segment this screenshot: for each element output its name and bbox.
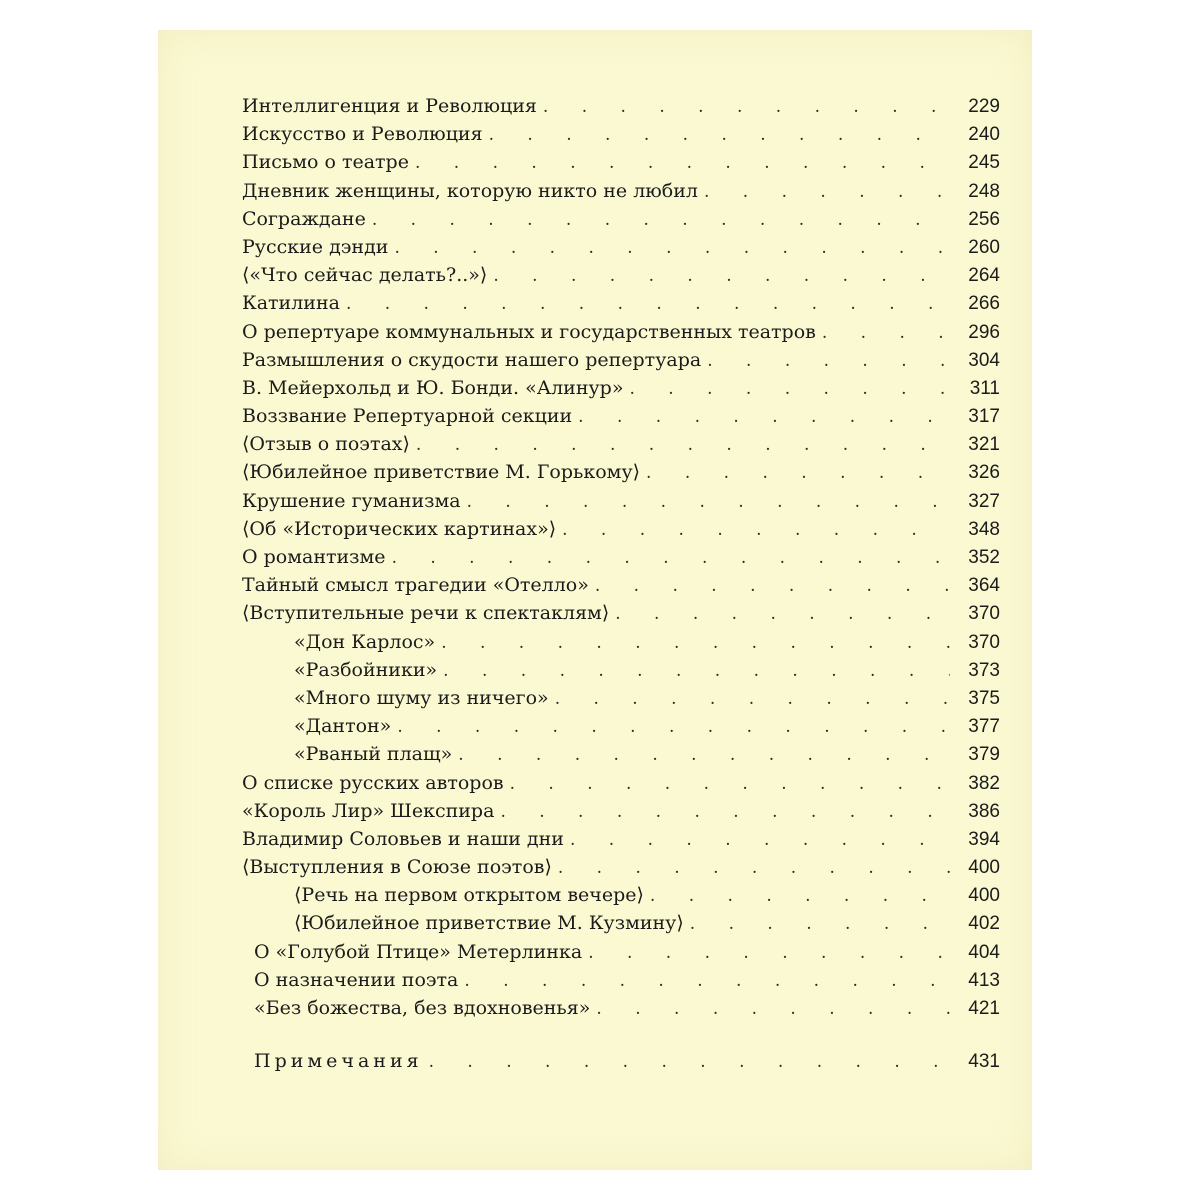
dot-leader bbox=[555, 685, 950, 713]
toc-entry bbox=[242, 289, 1000, 317]
toc-entry-title: Сограждане bbox=[242, 207, 366, 230]
toc-entry-page-number: 266 bbox=[968, 293, 1000, 315]
toc-entry bbox=[242, 374, 1000, 402]
dot-leader bbox=[489, 121, 950, 149]
toc-entry-title: Дневник женщины, которую никто не любил bbox=[242, 179, 698, 202]
toc-entry-page-number: 229 bbox=[968, 96, 1000, 117]
toc-entry-title: «Без божества, без вдохновенья» bbox=[254, 997, 591, 1019]
dot-leader bbox=[543, 93, 950, 121]
toc-entry-title: ⟨Юбилейное приветствие М. Горькому⟩ bbox=[242, 461, 641, 484]
dot-leader bbox=[615, 600, 950, 628]
toc-entry bbox=[242, 402, 1000, 430]
toc-entry bbox=[242, 966, 1000, 994]
toc-entry bbox=[242, 628, 1000, 656]
toc-entry bbox=[242, 261, 1000, 289]
toc-entry-title: «Дон Карлос» bbox=[294, 630, 436, 653]
toc-entry bbox=[242, 909, 1000, 937]
dot-leader bbox=[570, 826, 950, 854]
toc-entry-title: О списке русских авторов bbox=[242, 771, 504, 794]
toc-entry bbox=[242, 994, 1000, 1022]
toc-entry bbox=[242, 177, 1000, 205]
toc-entry bbox=[242, 740, 1000, 768]
toc-entry-page-number: 370 bbox=[968, 603, 1000, 625]
toc-entry-title: «Рваный плащ» bbox=[294, 743, 453, 766]
toc-entry bbox=[242, 148, 1000, 176]
toc-entry-title: ⟨Юбилейное приветствие М. Кузмину⟩ bbox=[294, 912, 684, 935]
dot-leader bbox=[562, 516, 950, 544]
dot-leader bbox=[596, 995, 950, 1023]
toc-entry bbox=[242, 712, 1000, 740]
toc-entry-page-number: 394 bbox=[968, 828, 1000, 850]
toc-entry-title: Интеллигенция и Революция bbox=[242, 95, 537, 117]
toc-entry-page-number: 321 bbox=[968, 434, 1000, 456]
toc-entry-title: «Разбойники» bbox=[294, 658, 438, 681]
toc-entry bbox=[242, 769, 1000, 797]
toc-entry bbox=[242, 571, 1000, 599]
toc-entry-title: Искусство и Революция bbox=[242, 123, 483, 146]
toc-entry bbox=[242, 1047, 1000, 1075]
toc-entry-page-number: 382 bbox=[968, 772, 1000, 794]
dot-leader bbox=[578, 403, 950, 431]
toc-entry-title: О романтизме bbox=[242, 546, 386, 568]
toc-entry-page-number: 248 bbox=[968, 180, 1000, 202]
toc-entry-page-number: 260 bbox=[968, 236, 1000, 258]
toc-entry-title: ⟨Выступления в Союзе поэтов⟩ bbox=[242, 856, 552, 879]
toc-entry-title: О «Голубой Птице» Метерлинка bbox=[254, 940, 583, 963]
dot-leader bbox=[441, 629, 950, 657]
toc-entry bbox=[242, 656, 1000, 684]
dot-leader bbox=[646, 459, 950, 487]
dot-leader bbox=[467, 488, 950, 516]
toc-entry-page-number: 311 bbox=[969, 377, 1000, 399]
table-of-contents bbox=[242, 92, 1000, 1075]
toc-entry-page-number: 245 bbox=[968, 152, 1000, 174]
toc-entry-title: ⟨Речь на первом открытом вечере⟩ bbox=[294, 884, 644, 907]
toc-entry-page-number: 348 bbox=[968, 518, 1000, 540]
toc-entry-page-number: 352 bbox=[968, 547, 1000, 568]
toc-entry bbox=[242, 233, 1000, 261]
dot-leader bbox=[595, 572, 950, 600]
toc-entry-title: Размышления о скудости нашего репертуара bbox=[242, 348, 702, 371]
toc-entry-page-number: 413 bbox=[968, 969, 1000, 991]
toc-entry-title: ⟨Вступительные речи к спектаклям⟩ bbox=[242, 602, 610, 625]
toc-entry-page-number: 402 bbox=[968, 913, 1000, 935]
toc-entry bbox=[242, 853, 1000, 881]
toc-entry-page-number: 375 bbox=[968, 687, 1000, 709]
dot-leader bbox=[629, 375, 950, 403]
toc-entry-page-number: 240 bbox=[968, 124, 1000, 146]
toc-entry-page-number: 386 bbox=[968, 800, 1000, 822]
toc-entry-title: «Дантон» bbox=[294, 715, 392, 738]
dot-leader bbox=[690, 910, 950, 938]
toc-entry-page-number: 400 bbox=[968, 885, 1000, 907]
toc-entry bbox=[242, 487, 1000, 515]
toc-entry-title: ⟨«Что сейчас делать?..»⟩ bbox=[242, 264, 488, 287]
dot-leader bbox=[415, 149, 950, 177]
toc-entry bbox=[242, 543, 1000, 571]
toc-entry bbox=[242, 458, 1000, 486]
dot-leader bbox=[707, 347, 950, 375]
toc-entry bbox=[242, 430, 1000, 458]
toc-entry bbox=[242, 881, 1000, 909]
toc-entry bbox=[242, 205, 1000, 233]
toc-entry bbox=[242, 120, 1000, 148]
toc-entry-title: О репертуаре коммунальных и государственных театров bbox=[242, 320, 816, 343]
toc-entry bbox=[242, 515, 1000, 543]
toc-entry bbox=[242, 92, 1000, 120]
dot-leader bbox=[392, 544, 950, 572]
toc-entry-page-number: 379 bbox=[968, 744, 1000, 766]
toc-entry-page-number: 304 bbox=[968, 349, 1000, 371]
toc-entry bbox=[242, 346, 1000, 374]
toc-entry-page-number: 256 bbox=[968, 208, 1000, 230]
toc-entry-page-number: 373 bbox=[968, 659, 1000, 681]
toc-entry-title: В. Мейерхольд и Ю. Бонди. «Алинур» bbox=[242, 376, 624, 399]
toc-entry-page-number: 327 bbox=[968, 490, 1000, 512]
toc-entry-title: Катилина bbox=[242, 292, 340, 315]
toc-entry-title: «Король Лир» Шекспира bbox=[242, 799, 495, 822]
dot-leader bbox=[704, 178, 950, 206]
dot-leader bbox=[822, 319, 950, 347]
dot-leader bbox=[650, 882, 950, 910]
toc-entry-title: Крушение гуманизма bbox=[242, 489, 461, 512]
dot-leader bbox=[510, 770, 950, 798]
toc-entry-title: Примечания bbox=[254, 1050, 423, 1073]
dot-leader bbox=[346, 290, 950, 318]
dot-leader bbox=[443, 657, 950, 685]
toc-entry-title: О назначении поэта bbox=[254, 968, 459, 991]
toc-entry bbox=[242, 825, 1000, 853]
toc-entry-title: Тайный смысл трагедии «Отелло» bbox=[242, 574, 589, 597]
toc-entry-title: Воззвание Репертуарной секции bbox=[242, 405, 573, 428]
dot-leader bbox=[558, 854, 950, 882]
toc-entry-title: Владимир Соловьев и наши дни bbox=[242, 827, 564, 850]
toc-entry bbox=[242, 938, 1000, 966]
toc-entry-page-number: 317 bbox=[968, 406, 1000, 428]
toc-entry-page-number: 264 bbox=[968, 265, 1000, 287]
toc-entry-title: ⟨Отзыв о поэтах⟩ bbox=[242, 433, 410, 456]
dot-leader bbox=[588, 939, 950, 967]
toc-entry-page-number: 370 bbox=[968, 631, 1000, 653]
dot-leader bbox=[458, 741, 950, 769]
dot-leader bbox=[493, 262, 950, 290]
toc-entry-title: Русские дэнди bbox=[242, 235, 389, 258]
toc-entry-page-number: 326 bbox=[968, 462, 1000, 484]
dot-leader bbox=[416, 431, 950, 459]
toc-entry-page-number: 431 bbox=[968, 1051, 1000, 1073]
toc-entry bbox=[242, 318, 1000, 346]
dot-leader bbox=[397, 713, 950, 741]
dot-leader bbox=[500, 798, 950, 826]
toc-entry-title: Письмо о театре bbox=[242, 151, 409, 174]
toc-entry-page-number: 404 bbox=[968, 941, 1000, 963]
toc-entry-page-number: 296 bbox=[968, 321, 1000, 343]
toc-entry-page-number: 364 bbox=[968, 575, 1000, 597]
dot-leader bbox=[429, 1048, 950, 1076]
dot-leader bbox=[394, 234, 950, 262]
toc-entry-page-number: 421 bbox=[968, 998, 1000, 1019]
toc-entry-title: ⟨Об «Исторических картинах»⟩ bbox=[242, 517, 557, 540]
dot-leader bbox=[464, 967, 950, 995]
toc-entry-title: «Много шуму из ничего» bbox=[294, 686, 549, 709]
toc-entry-page-number: 400 bbox=[968, 857, 1000, 879]
toc-entry bbox=[242, 684, 1000, 712]
toc-entry bbox=[242, 599, 1000, 627]
toc-entry-page-number: 377 bbox=[968, 716, 1000, 738]
toc-entry bbox=[242, 797, 1000, 825]
dot-leader bbox=[372, 206, 950, 234]
